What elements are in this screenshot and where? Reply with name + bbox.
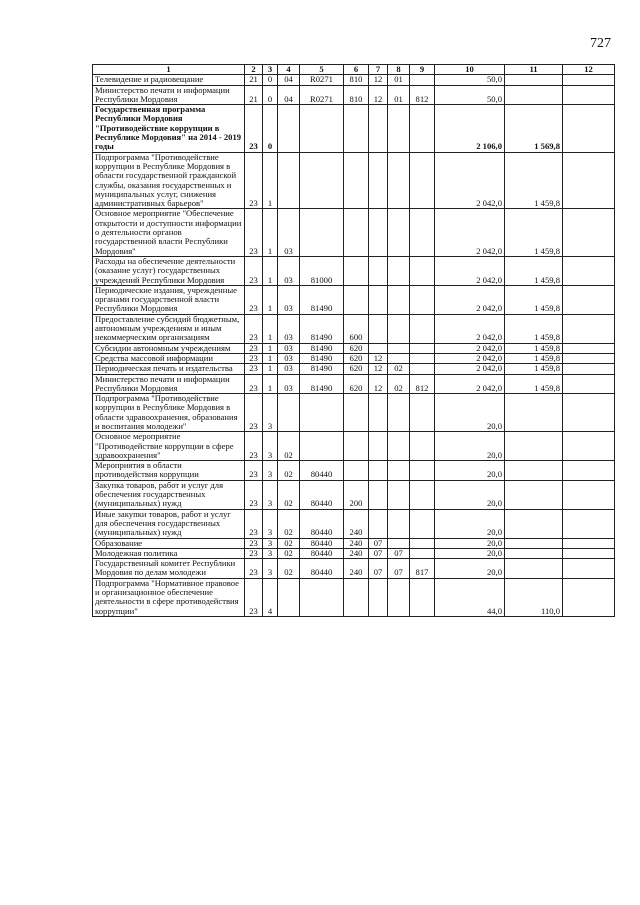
code-event-cell: 02 bbox=[278, 559, 300, 579]
code-section2-cell bbox=[369, 209, 388, 256]
code-event-cell: 03 bbox=[278, 209, 300, 256]
amount-cell: 20,0 bbox=[435, 509, 505, 538]
code-subsection-cell bbox=[388, 256, 410, 285]
code-expense-type-cell bbox=[344, 105, 369, 152]
code-expense-type-cell: 620 bbox=[344, 343, 369, 353]
column-header: 1 bbox=[93, 65, 245, 75]
table-row bbox=[93, 364, 615, 374]
code-direction-cell bbox=[300, 209, 344, 256]
code-direction-cell: R0271 bbox=[300, 85, 344, 105]
code-subsection-cell bbox=[388, 353, 410, 363]
amount-cell: 50,0 bbox=[435, 75, 505, 85]
table-row bbox=[93, 105, 615, 152]
code-section-cell: 21 bbox=[245, 85, 263, 105]
amount-cell bbox=[563, 285, 615, 314]
code-subsection-cell bbox=[388, 285, 410, 314]
code-section-cell: 23 bbox=[245, 364, 263, 374]
code-subsection-cell bbox=[388, 314, 410, 343]
code-section-cell: 23 bbox=[245, 314, 263, 343]
code-expense-type-cell: 240 bbox=[344, 548, 369, 558]
row-name-cell: Министерство печати и информации Республики Мордовия bbox=[93, 374, 245, 394]
code-direction-cell: 80440 bbox=[300, 559, 344, 579]
amount-cell bbox=[563, 343, 615, 353]
amount-cell: 2 042,0 bbox=[435, 314, 505, 343]
column-header: 9 bbox=[410, 65, 435, 75]
code-direction-cell: 81490 bbox=[300, 343, 344, 353]
amount-cell: 1 459,8 bbox=[505, 343, 563, 353]
code-direction-cell: 80440 bbox=[300, 480, 344, 509]
amount-cell bbox=[505, 75, 563, 85]
code-subprogram-cell: 1 bbox=[263, 209, 278, 256]
amount-cell bbox=[505, 509, 563, 538]
amount-cell bbox=[563, 314, 615, 343]
row-name-cell: Подпрограмма "Противодействие коррупции в Республике Мордовия в области государственной гражданской службы, оказания государственных и муниципальных услуг, снижения административных барьеров" bbox=[93, 152, 245, 209]
code-subprogram-cell: 3 bbox=[263, 548, 278, 558]
code-section-cell: 23 bbox=[245, 394, 263, 432]
code-subprogram-cell: 3 bbox=[263, 480, 278, 509]
code-subprogram-cell: 1 bbox=[263, 152, 278, 209]
code-subprogram-cell: 3 bbox=[263, 461, 278, 481]
column-header: 12 bbox=[563, 65, 615, 75]
code-event-cell bbox=[278, 394, 300, 432]
amount-cell: 1 459,8 bbox=[505, 152, 563, 209]
code-ministry-cell bbox=[410, 509, 435, 538]
page-number: 727 bbox=[590, 36, 611, 51]
code-subprogram-cell: 1 bbox=[263, 314, 278, 343]
row-name-cell: Периодические издания, учрежденные органами государственной власти Республики Мордовия bbox=[93, 285, 245, 314]
row-name-cell: Образование bbox=[93, 538, 245, 548]
amount-cell: 1 459,8 bbox=[505, 364, 563, 374]
code-direction-cell bbox=[300, 105, 344, 152]
code-section2-cell bbox=[369, 394, 388, 432]
row-name-cell: Основное мероприятие "Противодействие коррупции в сфере здравоохранения" bbox=[93, 432, 245, 461]
code-expense-type-cell: 240 bbox=[344, 559, 369, 579]
code-section-cell: 23 bbox=[245, 374, 263, 394]
amount-cell: 2 042,0 bbox=[435, 285, 505, 314]
code-section2-cell bbox=[369, 461, 388, 481]
table-body bbox=[93, 75, 615, 617]
code-expense-type-cell bbox=[344, 285, 369, 314]
column-header: 5 bbox=[300, 65, 344, 75]
amount-cell: 50,0 bbox=[435, 85, 505, 105]
code-section2-cell bbox=[369, 343, 388, 353]
row-name-cell: Государственный комитет Республики Мордовия по делам молодежи bbox=[93, 559, 245, 579]
amount-cell bbox=[563, 209, 615, 256]
table-row bbox=[93, 209, 615, 256]
amount-cell: 20,0 bbox=[435, 432, 505, 461]
code-section-cell: 23 bbox=[245, 559, 263, 579]
code-direction-cell bbox=[300, 432, 344, 461]
amount-cell bbox=[505, 461, 563, 481]
amount-cell: 20,0 bbox=[435, 394, 505, 432]
table-row bbox=[93, 374, 615, 394]
amount-cell: 110,0 bbox=[505, 578, 563, 616]
table-row bbox=[93, 85, 615, 105]
code-ministry-cell bbox=[410, 461, 435, 481]
code-section-cell: 23 bbox=[245, 509, 263, 538]
code-ministry-cell bbox=[410, 364, 435, 374]
amount-cell bbox=[563, 509, 615, 538]
code-event-cell bbox=[278, 578, 300, 616]
code-direction-cell: 81490 bbox=[300, 285, 344, 314]
amount-cell bbox=[563, 256, 615, 285]
code-ministry-cell bbox=[410, 578, 435, 616]
code-section-cell: 23 bbox=[245, 432, 263, 461]
table-row bbox=[93, 314, 615, 343]
column-header: 8 bbox=[388, 65, 410, 75]
column-header: 6 bbox=[344, 65, 369, 75]
table-row bbox=[93, 285, 615, 314]
amount-cell bbox=[563, 394, 615, 432]
code-direction-cell: 81490 bbox=[300, 314, 344, 343]
column-header: 3 bbox=[263, 65, 278, 75]
code-subsection-cell: 02 bbox=[388, 374, 410, 394]
code-event-cell: 04 bbox=[278, 75, 300, 85]
row-name-cell: Субсидии автономным учреждениям bbox=[93, 343, 245, 353]
code-event-cell: 02 bbox=[278, 432, 300, 461]
amount-cell: 2 042,0 bbox=[435, 256, 505, 285]
code-subprogram-cell: 3 bbox=[263, 538, 278, 548]
table-row bbox=[93, 578, 615, 616]
code-ministry-cell: 812 bbox=[410, 85, 435, 105]
amount-cell: 1 459,8 bbox=[505, 285, 563, 314]
code-event-cell bbox=[278, 152, 300, 209]
code-direction-cell bbox=[300, 152, 344, 209]
amount-cell bbox=[563, 364, 615, 374]
amount-cell: 2 106,0 bbox=[435, 105, 505, 152]
code-subsection-cell bbox=[388, 152, 410, 209]
code-expense-type-cell bbox=[344, 209, 369, 256]
column-header: 2 bbox=[245, 65, 263, 75]
code-section-cell: 23 bbox=[245, 105, 263, 152]
amount-cell: 2 042,0 bbox=[435, 209, 505, 256]
code-event-cell: 03 bbox=[278, 285, 300, 314]
amount-cell bbox=[563, 461, 615, 481]
code-section2-cell bbox=[369, 152, 388, 209]
code-event-cell: 02 bbox=[278, 480, 300, 509]
code-subprogram-cell: 0 bbox=[263, 85, 278, 105]
code-ministry-cell bbox=[410, 314, 435, 343]
amount-cell: 1 459,8 bbox=[505, 209, 563, 256]
code-subsection-cell bbox=[388, 509, 410, 538]
amount-cell bbox=[505, 559, 563, 579]
code-section2-cell: 07 bbox=[369, 548, 388, 558]
code-ministry-cell bbox=[410, 394, 435, 432]
code-event-cell: 03 bbox=[278, 353, 300, 363]
table-row bbox=[93, 343, 615, 353]
code-subsection-cell bbox=[388, 343, 410, 353]
code-event-cell bbox=[278, 105, 300, 152]
column-header: 10 bbox=[435, 65, 505, 75]
table-row bbox=[93, 559, 615, 579]
code-expense-type-cell: 600 bbox=[344, 314, 369, 343]
column-header-row bbox=[93, 65, 615, 75]
code-section2-cell bbox=[369, 509, 388, 538]
column-header: 7 bbox=[369, 65, 388, 75]
amount-cell: 44,0 bbox=[435, 578, 505, 616]
code-subprogram-cell: 3 bbox=[263, 394, 278, 432]
code-section2-cell: 12 bbox=[369, 374, 388, 394]
amount-cell: 1 459,8 bbox=[505, 374, 563, 394]
amount-cell bbox=[505, 85, 563, 105]
amount-cell bbox=[563, 85, 615, 105]
table-row bbox=[93, 538, 615, 548]
code-subprogram-cell: 3 bbox=[263, 432, 278, 461]
code-section-cell: 23 bbox=[245, 285, 263, 314]
amount-cell bbox=[563, 374, 615, 394]
code-subprogram-cell: 3 bbox=[263, 509, 278, 538]
row-name-cell: Мероприятия в области противодействия коррупции bbox=[93, 461, 245, 481]
code-section2-cell bbox=[369, 314, 388, 343]
table-row bbox=[93, 353, 615, 363]
amount-cell: 20,0 bbox=[435, 461, 505, 481]
code-event-cell: 02 bbox=[278, 548, 300, 558]
table-row bbox=[93, 548, 615, 558]
table-row bbox=[93, 75, 615, 85]
code-section2-cell bbox=[369, 480, 388, 509]
code-ministry-cell bbox=[410, 432, 435, 461]
code-expense-type-cell bbox=[344, 432, 369, 461]
row-name-cell: Расходы на обеспечение деятельности (оказание услуг) государственных учреждений Республики Мордовия bbox=[93, 256, 245, 285]
code-event-cell: 03 bbox=[278, 364, 300, 374]
amount-cell: 2 042,0 bbox=[435, 343, 505, 353]
code-section-cell: 23 bbox=[245, 578, 263, 616]
code-ministry-cell bbox=[410, 152, 435, 209]
column-header: 4 bbox=[278, 65, 300, 75]
code-expense-type-cell bbox=[344, 152, 369, 209]
amount-cell: 20,0 bbox=[435, 480, 505, 509]
amount-cell bbox=[563, 538, 615, 548]
column-header: 11 bbox=[505, 65, 563, 75]
code-subsection-cell bbox=[388, 538, 410, 548]
row-name-cell: Министерство печати и информации Республики Мордовия bbox=[93, 85, 245, 105]
code-event-cell: 03 bbox=[278, 374, 300, 394]
code-subprogram-cell: 1 bbox=[263, 374, 278, 394]
code-subsection-cell: 07 bbox=[388, 548, 410, 558]
code-subsection-cell bbox=[388, 578, 410, 616]
code-direction-cell: 81000 bbox=[300, 256, 344, 285]
code-subprogram-cell: 4 bbox=[263, 578, 278, 616]
code-direction-cell: 81490 bbox=[300, 364, 344, 374]
row-name-cell: Иные закупки товаров, работ и услуг для обеспечения государственных (муниципальных) нужд bbox=[93, 509, 245, 538]
amount-cell bbox=[563, 105, 615, 152]
amount-cell bbox=[505, 394, 563, 432]
code-direction-cell bbox=[300, 578, 344, 616]
code-ministry-cell bbox=[410, 209, 435, 256]
row-name-cell: Подпрограмма "Противодействие коррупции в Республике Мордовия в области здравоохранения, образования и воспитания молодежи" bbox=[93, 394, 245, 432]
code-event-cell: 03 bbox=[278, 343, 300, 353]
amount-cell bbox=[505, 480, 563, 509]
code-direction-cell: 80440 bbox=[300, 538, 344, 548]
amount-cell bbox=[505, 548, 563, 558]
code-ministry-cell bbox=[410, 353, 435, 363]
row-name-cell: Молодежная политика bbox=[93, 548, 245, 558]
code-subprogram-cell: 0 bbox=[263, 105, 278, 152]
code-ministry-cell bbox=[410, 285, 435, 314]
row-name-cell: Средства массовой информации bbox=[93, 353, 245, 363]
code-expense-type-cell bbox=[344, 578, 369, 616]
code-section2-cell: 07 bbox=[369, 559, 388, 579]
code-section-cell: 23 bbox=[245, 461, 263, 481]
code-section-cell: 23 bbox=[245, 256, 263, 285]
amount-cell: 20,0 bbox=[435, 538, 505, 548]
code-ministry-cell bbox=[410, 343, 435, 353]
amount-cell bbox=[563, 480, 615, 509]
code-section2-cell bbox=[369, 578, 388, 616]
table-row bbox=[93, 256, 615, 285]
amount-cell bbox=[563, 578, 615, 616]
code-section-cell: 23 bbox=[245, 353, 263, 363]
code-ministry-cell: 812 bbox=[410, 374, 435, 394]
code-direction-cell: 80440 bbox=[300, 548, 344, 558]
code-expense-type-cell bbox=[344, 461, 369, 481]
table-row bbox=[93, 480, 615, 509]
code-section2-cell: 12 bbox=[369, 85, 388, 105]
code-subsection-cell bbox=[388, 432, 410, 461]
amount-cell: 1 459,8 bbox=[505, 353, 563, 363]
code-expense-type-cell: 620 bbox=[344, 364, 369, 374]
code-subprogram-cell: 3 bbox=[263, 559, 278, 579]
code-subsection-cell bbox=[388, 461, 410, 481]
budget-table bbox=[92, 64, 615, 617]
code-subsection-cell: 07 bbox=[388, 559, 410, 579]
row-name-cell: Государственная программа Республики Мордовия "Противодействие коррупции в Республике Мордовия" на 2014 - 2019 годы bbox=[93, 105, 245, 152]
code-subprogram-cell: 1 bbox=[263, 256, 278, 285]
code-section-cell: 23 bbox=[245, 538, 263, 548]
code-section2-cell: 12 bbox=[369, 364, 388, 374]
code-event-cell: 03 bbox=[278, 314, 300, 343]
code-ministry-cell: 817 bbox=[410, 559, 435, 579]
row-name-cell: Предоставление субсидий бюджетным, автономным учреждениям и иным некоммерческим организациям bbox=[93, 314, 245, 343]
code-ministry-cell bbox=[410, 75, 435, 85]
code-section-cell: 23 bbox=[245, 343, 263, 353]
row-name-cell: Закупка товаров, работ и услуг для обеспечения государственных (муниципальных) нужд bbox=[93, 480, 245, 509]
amount-cell: 20,0 bbox=[435, 559, 505, 579]
amount-cell: 1 569,8 bbox=[505, 105, 563, 152]
code-subsection-cell bbox=[388, 394, 410, 432]
table-row bbox=[93, 432, 615, 461]
code-ministry-cell bbox=[410, 480, 435, 509]
code-ministry-cell bbox=[410, 538, 435, 548]
code-ministry-cell bbox=[410, 256, 435, 285]
code-section2-cell bbox=[369, 256, 388, 285]
amount-cell bbox=[505, 538, 563, 548]
code-expense-type-cell: 200 bbox=[344, 480, 369, 509]
code-section-cell: 21 bbox=[245, 75, 263, 85]
row-name-cell: Периодическая печать и издательства bbox=[93, 364, 245, 374]
amount-cell bbox=[563, 432, 615, 461]
code-section2-cell: 12 bbox=[369, 75, 388, 85]
code-section2-cell bbox=[369, 105, 388, 152]
code-event-cell: 02 bbox=[278, 509, 300, 538]
code-section2-cell: 07 bbox=[369, 538, 388, 548]
code-section2-cell bbox=[369, 285, 388, 314]
code-section-cell: 23 bbox=[245, 480, 263, 509]
code-expense-type-cell bbox=[344, 394, 369, 432]
amount-cell: 1 459,8 bbox=[505, 314, 563, 343]
table-row bbox=[93, 461, 615, 481]
code-subsection-cell: 01 bbox=[388, 75, 410, 85]
code-subsection-cell bbox=[388, 209, 410, 256]
code-section-cell: 23 bbox=[245, 152, 263, 209]
amount-cell bbox=[505, 432, 563, 461]
amount-cell bbox=[563, 548, 615, 558]
code-section2-cell: 12 bbox=[369, 353, 388, 363]
code-subsection-cell: 02 bbox=[388, 364, 410, 374]
code-subsection-cell: 01 bbox=[388, 85, 410, 105]
code-event-cell: 03 bbox=[278, 256, 300, 285]
code-subprogram-cell: 0 bbox=[263, 75, 278, 85]
amount-cell bbox=[563, 152, 615, 209]
code-event-cell: 02 bbox=[278, 538, 300, 548]
code-expense-type-cell: 620 bbox=[344, 353, 369, 363]
code-subprogram-cell: 1 bbox=[263, 285, 278, 314]
row-name-cell: Телевидение и радиовещание bbox=[93, 75, 245, 85]
code-direction-cell: 81490 bbox=[300, 374, 344, 394]
code-expense-type-cell: 810 bbox=[344, 85, 369, 105]
amount-cell: 1 459,8 bbox=[505, 256, 563, 285]
code-ministry-cell bbox=[410, 105, 435, 152]
code-expense-type-cell: 810 bbox=[344, 75, 369, 85]
code-subprogram-cell: 1 bbox=[263, 353, 278, 363]
code-event-cell: 02 bbox=[278, 461, 300, 481]
code-subprogram-cell: 1 bbox=[263, 343, 278, 353]
amount-cell bbox=[563, 353, 615, 363]
code-subprogram-cell: 1 bbox=[263, 364, 278, 374]
code-event-cell: 04 bbox=[278, 85, 300, 105]
amount-cell: 2 042,0 bbox=[435, 353, 505, 363]
table-row bbox=[93, 394, 615, 432]
code-direction-cell bbox=[300, 394, 344, 432]
amount-cell bbox=[563, 75, 615, 85]
code-expense-type-cell: 240 bbox=[344, 538, 369, 548]
row-name-cell: Подпрограмма "Нормативное правовое и организационное обеспечение деятельности в сфере противодействия коррупции" bbox=[93, 578, 245, 616]
code-section2-cell bbox=[369, 432, 388, 461]
code-direction-cell: 81490 bbox=[300, 353, 344, 363]
code-expense-type-cell: 240 bbox=[344, 509, 369, 538]
code-section-cell: 23 bbox=[245, 209, 263, 256]
amount-cell: 2 042,0 bbox=[435, 374, 505, 394]
row-name-cell: Основное мероприятие "Обеспечение открытости и доступности информации о деятельности органов государственной власти Республики Мордовия" bbox=[93, 209, 245, 256]
code-direction-cell: R0271 bbox=[300, 75, 344, 85]
code-direction-cell: 80440 bbox=[300, 461, 344, 481]
table-row bbox=[93, 509, 615, 538]
amount-cell: 2 042,0 bbox=[435, 364, 505, 374]
code-subsection-cell bbox=[388, 480, 410, 509]
code-expense-type-cell bbox=[344, 256, 369, 285]
code-direction-cell: 80440 bbox=[300, 509, 344, 538]
code-ministry-cell bbox=[410, 548, 435, 558]
code-expense-type-cell: 620 bbox=[344, 374, 369, 394]
code-section-cell: 23 bbox=[245, 548, 263, 558]
amount-cell: 20,0 bbox=[435, 548, 505, 558]
amount-cell: 2 042,0 bbox=[435, 152, 505, 209]
code-subsection-cell bbox=[388, 105, 410, 152]
amount-cell bbox=[563, 559, 615, 579]
table-row bbox=[93, 152, 615, 209]
